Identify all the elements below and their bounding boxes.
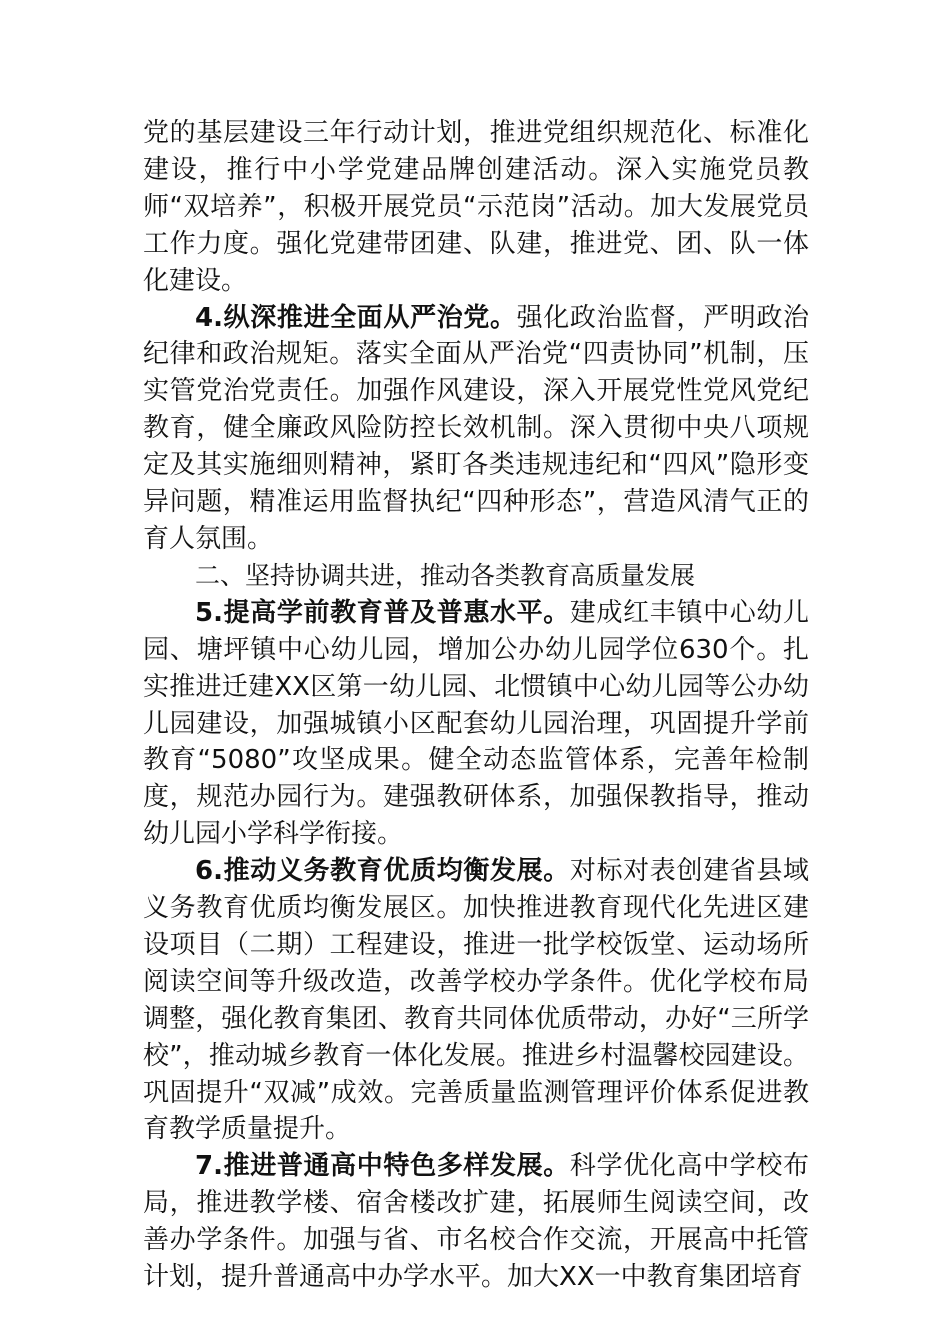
paragraph-body: 科学优化高中学校布局，推进教学楼、宿舍楼改扩建，拓展师生阅读空间，改善办学条件。加强与省、市名校合作交流，开展高中托管计划，提升普通高中办学水平。加大XX一中教育集团培育 [143, 1151, 809, 1293]
paragraph-body: 对标对表创建省县域义务教育优质均衡发展区。加快推进教育现代化先进区建设项目（二期）工程建设，推进一批学校饭堂、运动场所阅读空间等升级改造，改善学校办学条件。优化学校布局调整，强化教育集团、教育共同体优质带动，办好“三所学校”，推动城乡教育一体化发展。推进乡村温馨校园建设。巩固提升“双减”成效。完善质量监测管理评价体系促进教育教学质量提升。 [143, 856, 809, 1145]
section-heading-text: 二、坚持协调共进，推动各类教育高质量发展 [195, 560, 696, 590]
paragraph-body: 强化政治监督，严明政治纪律和政治规矩。落实全面从严治党“四责协同”机制，压实管党治党责任。加强作风建设，深入开展党性党风党纪教育，健全廉政风险防控长效机制。深入贯彻中央八项规定及其实施细则精神，紧盯各类违规违纪和“四风”隐形变异问题，精准运用监督执纪“四种形态”，营造风清气正的育人氛围。 [143, 302, 809, 554]
paragraph-item-5 [143, 595, 809, 853]
paragraph-body: 建成红丰镇中心幼儿园、塘坪镇中心幼儿园，增加公办幼儿园学位630个。扎实推进迁建XX区第一幼儿园、北惯镇中心幼儿园等公办幼儿园建设，加强城镇小区配套幼儿园治理，巩固提升学前教育“5080”攻坚成果。健全动态监管体系，完善年检制度，规范办园行为。建强教研体系，加强保教指导，推动幼儿园小学科学衔接。 [143, 597, 809, 850]
document-page [143, 115, 809, 1296]
paragraph-heading: 7.推进普通高中特色多样发展。 [195, 1151, 570, 1182]
paragraph-item-6 [143, 853, 809, 1148]
paragraph-heading: 6.推动义务教育优质均衡发展。 [195, 856, 570, 887]
section-heading [143, 558, 809, 595]
paragraph-continuation [143, 115, 809, 300]
paragraph-body: 党的基层建设三年行动计划，推进党组织规范化、标准化建设，推行中小学党建品牌创建活动。深入实施党员教师“双培养”，积极开展党员“示范岗”活动。加大发展党员工作力度。强化党建带团建、队建，推进党、团、队一体化建设。 [143, 118, 809, 296]
paragraph-item-4 [143, 300, 809, 558]
paragraph-heading: 4.纵深推进全面从严治党。 [195, 302, 517, 333]
paragraph-heading: 5.提高学前教育普及普惠水平。 [195, 597, 570, 628]
paragraph-item-7 [143, 1148, 809, 1296]
